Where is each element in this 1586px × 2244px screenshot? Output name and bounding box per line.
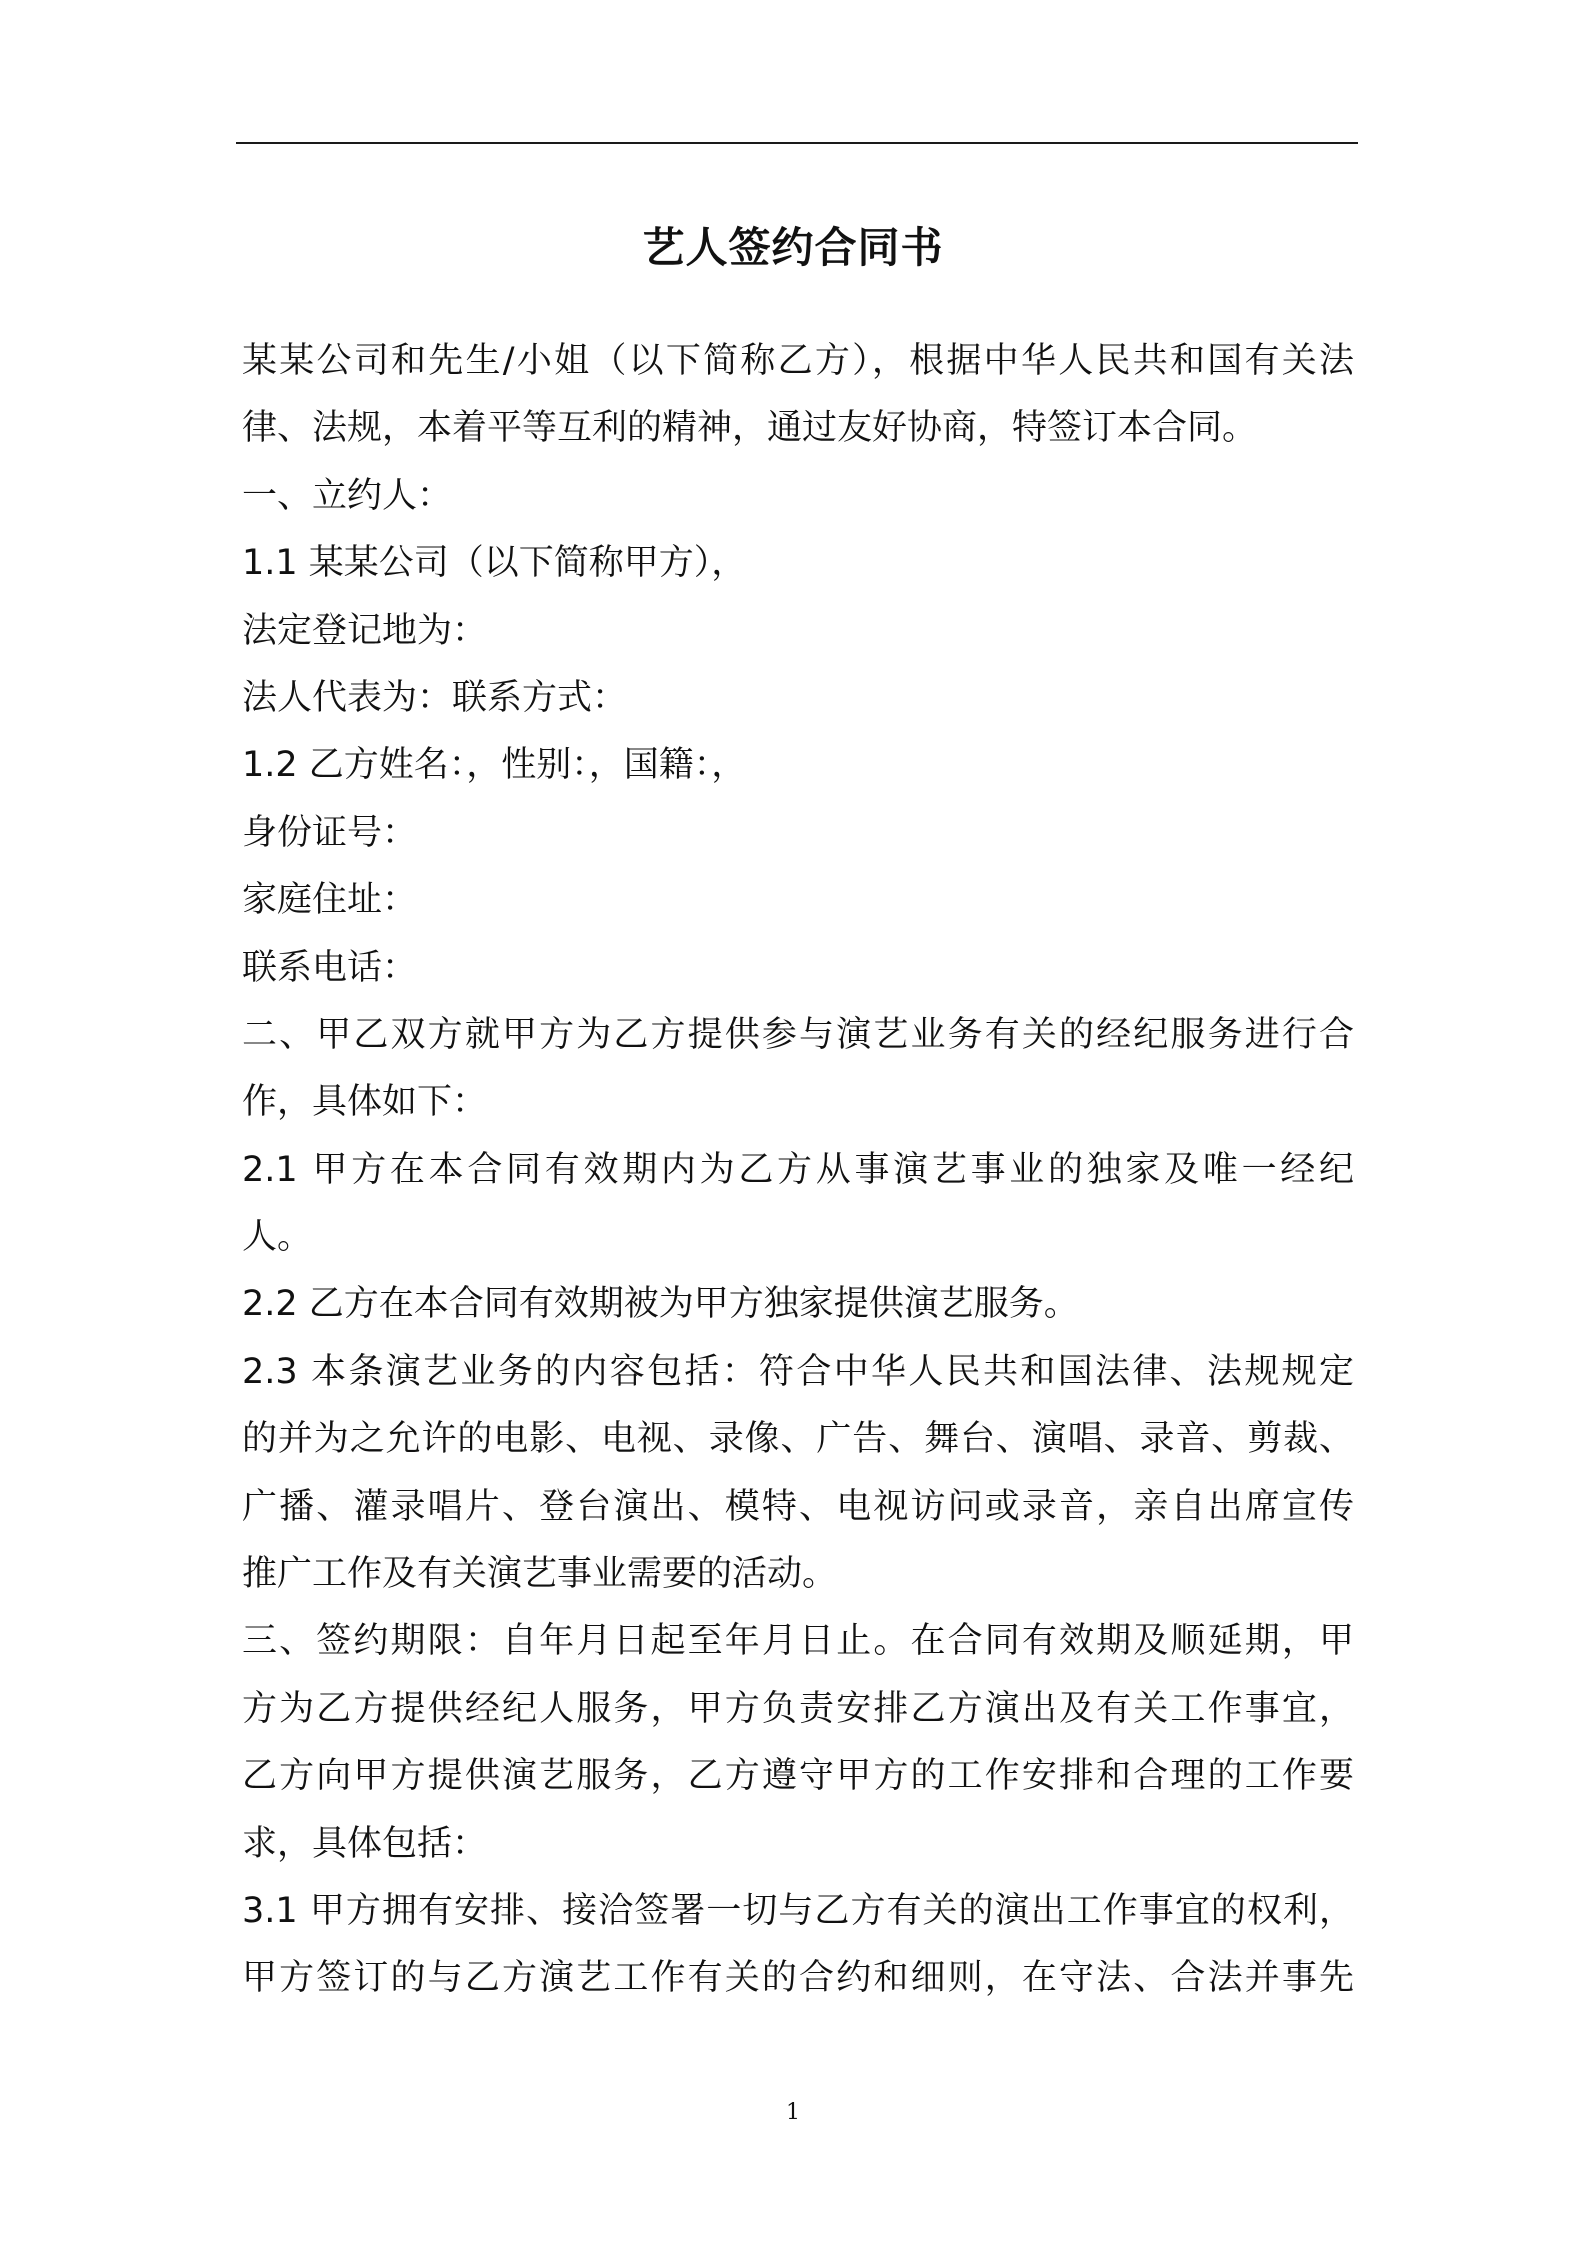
body-line: 甲方签订的与乙方演艺工作有关的合约和细则，在守法、合法并事先 [242, 1958, 1354, 1999]
body-line: 2.1 甲方在本合同有效期内为乙方从事演艺事业的独家及唯一经纪 [242, 1149, 1354, 1190]
body-line: 广播、灌录唱片、登台演出、模特、电视访问或录音，亲自出席宣传 [242, 1486, 1354, 1527]
body-line: 1.2 乙方姓名：，性别：，国籍：， [242, 745, 747, 786]
body-line: 3.1 甲方拥有安排、接洽签署一切与乙方有关的演出工作事宜的权利， [242, 1890, 1354, 1931]
body-line: 乙方向甲方提供演艺服务，乙方遵守甲方的工作安排和合理的工作要 [242, 1756, 1354, 1797]
body-line: 二、甲乙双方就甲方为乙方提供参与演艺业务有关的经纪服务进行合 [242, 1014, 1354, 1055]
contract-body [242, 328, 1354, 2013]
body-line: 人。 [242, 1217, 313, 1258]
body-line: 一、立约人： [242, 475, 453, 516]
body-line: 作，具体如下： [242, 1082, 488, 1123]
body-line: 2.2 乙方在本合同有效期被为甲方独家提供演艺服务。 [242, 1284, 1079, 1325]
body-line: 1.1 某某公司（以下简称甲方）， [242, 543, 747, 584]
body-line: 三、签约期限：自年月日起至年月日止。在合同有效期及顺延期，甲 [242, 1621, 1354, 1662]
body-line: 律、法规，本着平等互利的精神，通过友好协商，特签订本合同。 [242, 408, 1258, 449]
body-line: 身份证号： [242, 812, 418, 853]
body-line: 法定登记地为： [242, 610, 488, 651]
body-line: 方为乙方提供经纪人服务，甲方负责安排乙方演出及有关工作事宜， [242, 1688, 1354, 1729]
document-title: 艺人签约合同书 [642, 223, 944, 273]
body-line: 家庭住址： [242, 880, 418, 921]
body-line: 求，具体包括： [242, 1823, 488, 1864]
body-line: 推广工作及有关演艺事业需要的活动。 [242, 1554, 838, 1595]
body-line: 2.3 本条演艺业务的内容包括：符合中华人民共和国法律、法规规定 [242, 1351, 1354, 1392]
body-line: 的并为之允许的电影、电视、录像、广告、舞台、演唱、录音、剪裁、 [242, 1419, 1354, 1460]
body-line: 联系电话： [242, 947, 418, 988]
header-rule [236, 142, 1358, 144]
body-line: 某某公司和先生/小姐（以下简称乙方），根据中华人民共和国有关法 [242, 341, 1354, 381]
page-number: 1 [786, 2100, 800, 2125]
body-line: 法人代表为：联系方式： [242, 677, 628, 718]
